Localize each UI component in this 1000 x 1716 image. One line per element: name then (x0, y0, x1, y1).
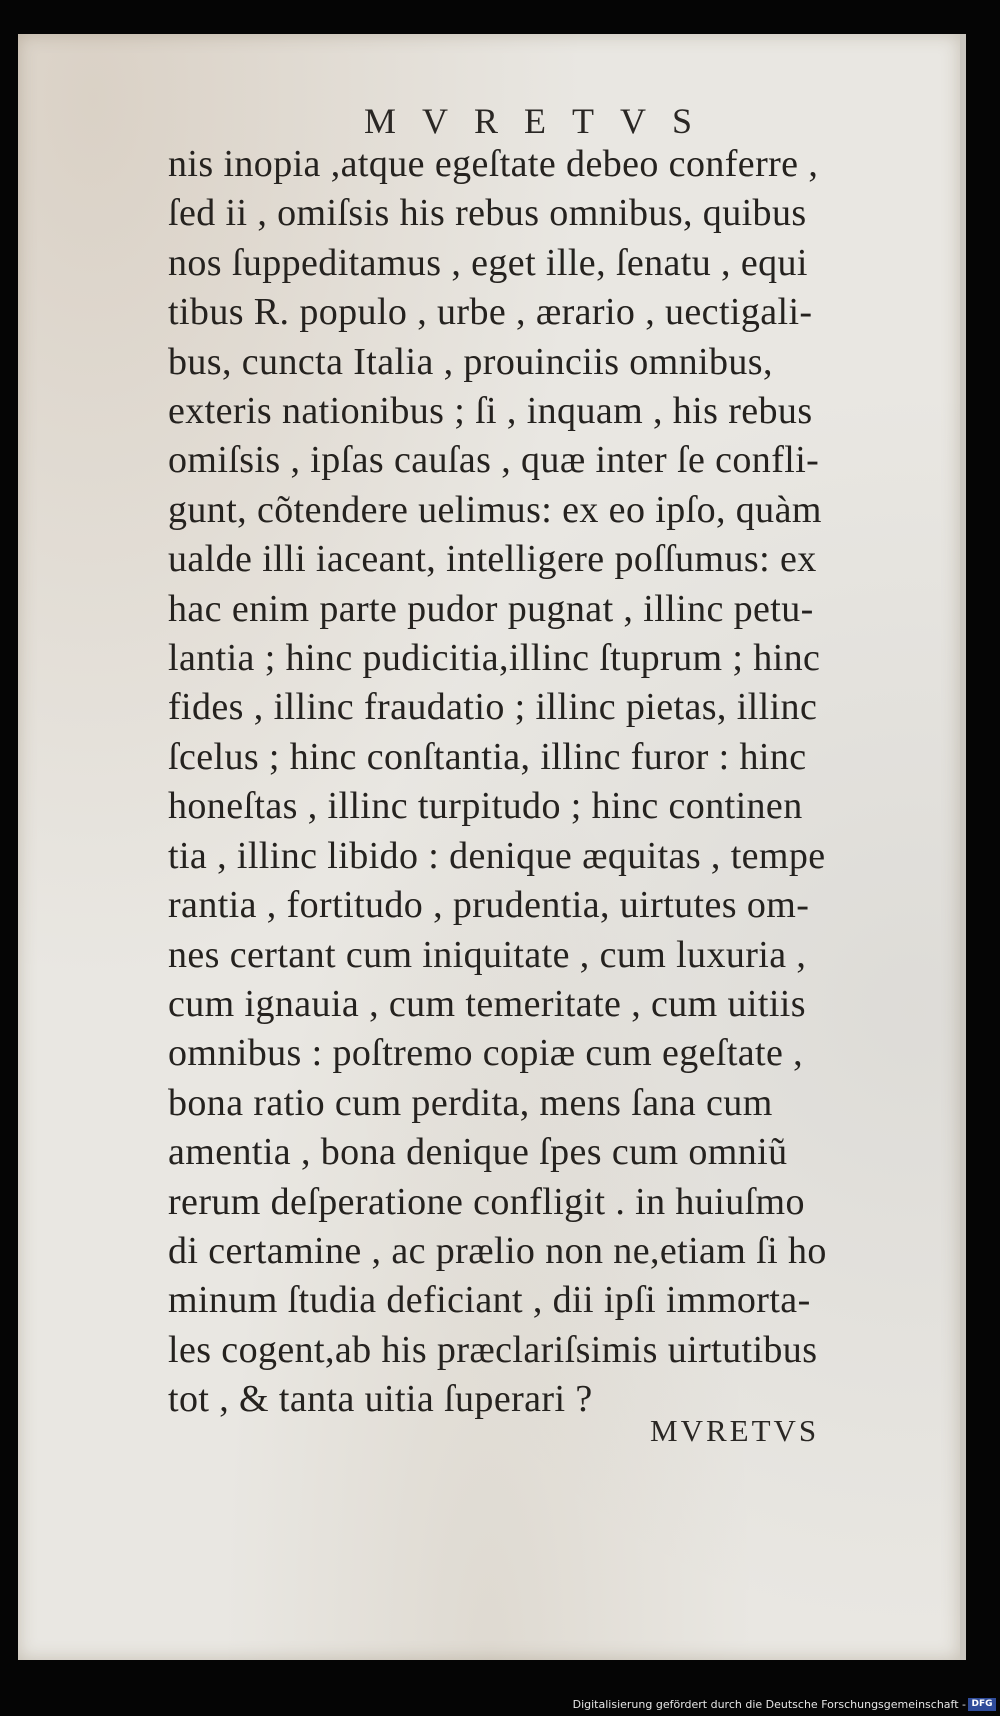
text-line: gunt, cõtendere uelimus: ex eo ipſo, quàm (168, 488, 822, 531)
text-line: exteris nationibus ; ſi , inquam , his rebus (168, 390, 813, 433)
text-line: cum ignauia , cum temeritate , cum uitiis (168, 982, 806, 1025)
text-line: ſed ii , omiſsis his rebus omnibus, quibus (168, 192, 807, 235)
catchword: MVRETVS (650, 1413, 820, 1448)
body-text (168, 140, 968, 1425)
text-line: fides , illinc fraudatio ; illinc pietas, illinc (168, 686, 818, 729)
text-line: hac enim parte pudor pugnat , illinc petu- (168, 587, 814, 630)
text-line: rantia , fortitudo , prudentia, uirtutes om- (168, 884, 810, 927)
text-line: amentia , bona denique ſpes cum omniũ (168, 1131, 788, 1174)
text-line: rerum deſperatione confligit . in huiuſmo (168, 1180, 805, 1223)
text-line: ſcelus ; hinc conſtantia, illinc furor : hinc (168, 735, 807, 778)
text-line: nis inopia ,atque egeſtate debeo conferre , (168, 143, 819, 185)
running-head: MVRETVS (364, 101, 719, 141)
text-line: bona ratio cum perdita, mens ſana cum (168, 1081, 773, 1124)
text-line: nes certant cum iniquitate , cum luxuria , (168, 933, 807, 976)
text-line: tibus R. populo , urbe , ærario , uectigali- (168, 291, 813, 334)
dfg-logo-icon: DFG (968, 1698, 996, 1711)
text-line: bus, cuncta Italia , prouinciis omnibus, (168, 340, 773, 383)
text-line: tia , illinc libido : denique æquitas , tempe (168, 834, 826, 877)
text-line: di certamine , ac prælio non ne,etiam ſi ho (168, 1229, 827, 1272)
footer-bar (0, 1694, 1000, 1716)
text-line: lantia ; hinc pudicitia,illinc ſtuprum ; hinc (168, 637, 821, 680)
text-line: omnibus : poſtremo copiæ cum egeſtate , (168, 1032, 804, 1075)
text-line: ualde illi iaceant, intelligere poſſumus: ex (168, 538, 817, 581)
text-line: tot , & tanta uitia ſuperari ? (168, 1378, 593, 1421)
text-line: honeſtas , illinc turpitudo ; hinc continen (168, 785, 803, 828)
text-line: omiſsis , ipſas cauſas , quæ inter ſe confli- (168, 439, 820, 482)
text-line: les cogent,ab his præclariſsimis uirtutibus (168, 1328, 818, 1371)
text-line: minum ſtudia deficiant , dii ipſi immorta- (168, 1279, 811, 1322)
footer-credit: Digitalisierung gefördert durch die Deutsche Forschungsgemeinschaft - (572, 1698, 966, 1711)
text-line: nos ſuppeditamus , eget ille, ſenatu , equi (168, 241, 808, 284)
